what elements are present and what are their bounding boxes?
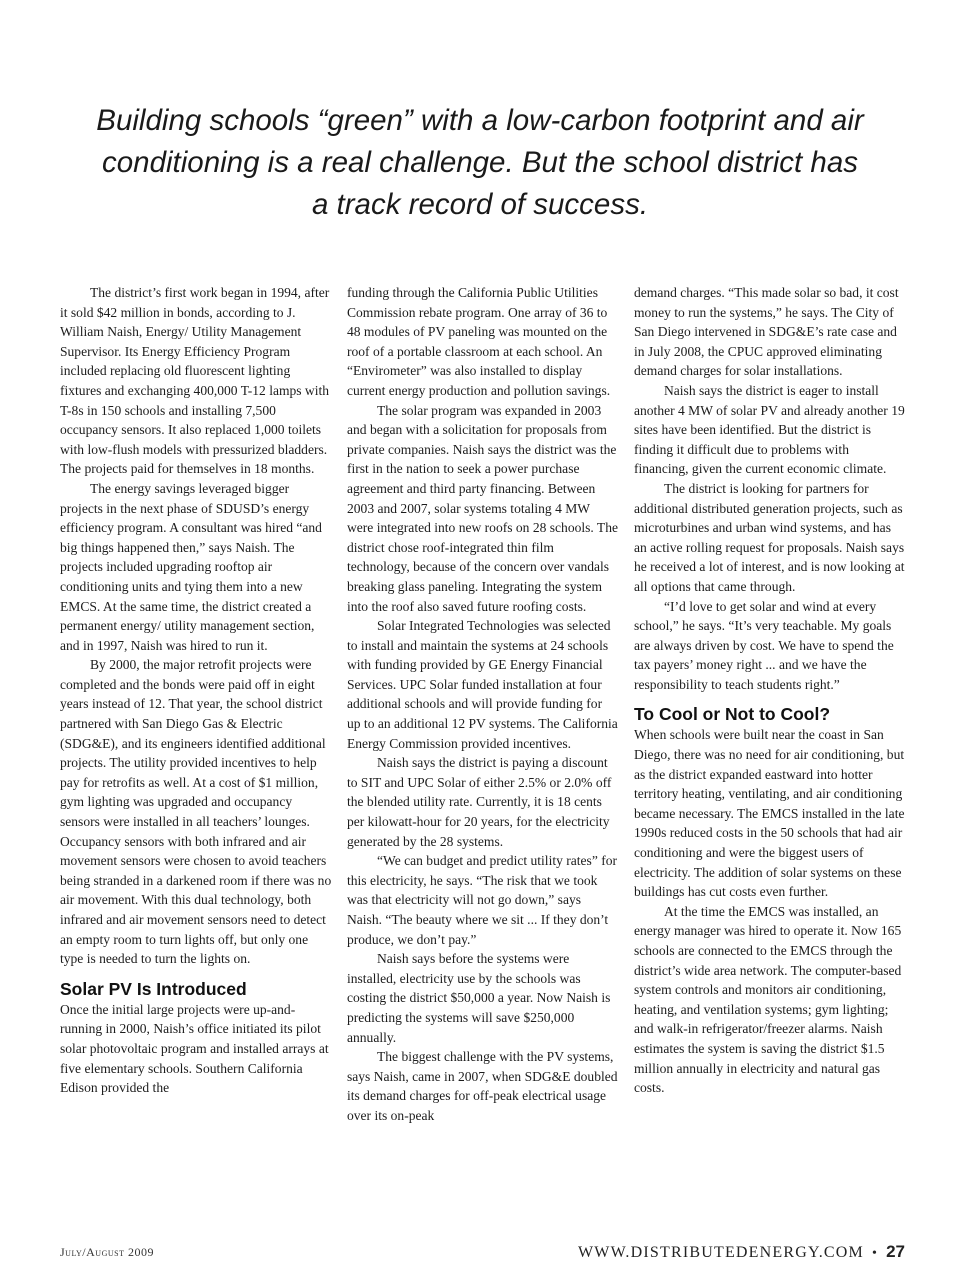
article-column-1: [60, 283, 332, 1098]
paragraph: Naish says the district is paying a discount to SIT and UPC Solar of either 2.5% or 2.0% off the blended utility rate. Currently, it is 18 cents per kilowatt-hour for 20 years, for the electricity generated by the 28 systems.: [347, 755, 612, 849]
section-heading-solar-pv: Solar PV Is Introduced: [60, 978, 247, 999]
paragraph: The district is looking for partners for additional distributed generation projects, such as microturbines and urban wind systems, and has an active rolling request for proposals. Naish says he received a lot of interest, and is now looking at all options that came through.: [634, 480, 905, 594]
paragraph: The biggest challenge with the PV systems, says Naish, came in 2007, when SDG&E doubled its demand charges for off-peak electrical usage over its on-peak: [347, 1049, 618, 1123]
paragraph: At the time the EMCS was installed, an energy manager was hired to operate it. Now 165 schools are connected to the EMCS through the district’s wide area network. The computer-based system controls and monitors air conditioning, heating, and ventilation systems; gym lighting; and walk-in refrigerator/freezer alarms. Naish estimates the system is saving the district $1.5 million annually in electricity and natural gas costs.: [634, 903, 902, 1096]
paragraph: Naish says the district is eager to install another 4 MW of solar PV and already another 19 sites have been identified. But the district is finding it difficult due to problems with financing, given the current economic climate.: [634, 382, 905, 477]
article-column-2: [347, 283, 619, 1126]
paragraph: When schools were built near the coast in San Diego, there was no need for air conditioning, but as the district expanded eastward into hotter territory heating, ventilating, and air conditioning became necessary. The EMCS installed in the late 1990s reduced costs in the 50 schools that had air conditioning and were the biggest users of electricity. The addition of solar systems on these buildings has cut costs even further.: [634, 727, 905, 900]
paragraph: Once the initial large projects were up-and-running in 2000, Naish’s office initiated its pilot solar photovoltaic program and installed arrays at five elementary schools. Southern California Edison provided the: [60, 1001, 329, 1096]
pull-quote-line: conditioning is a real challenge. But the school district has: [102, 146, 858, 179]
pull-quote-line: Building schools “green” with a low-carbon footprint and air: [96, 104, 864, 137]
article-column-3: [634, 283, 906, 1098]
bullet-separator: •: [871, 1246, 879, 1261]
paragraph: “We can budget and predict utility rates” for this electricity, he says. “The risk that we took was that electricity will not go down,” says Naish. “The beauty where we sit ... If they don’t produce, we don’t pay.”: [347, 853, 618, 947]
paragraph: funding through the California Public Utilities Commission rebate program. One array of 36 to 48 modules of PV paneling was mounted on the roof of a portable classroom at each school. An “Envirometer” was also installed to display current energy production and pollution savings.: [347, 285, 611, 398]
paragraph: By 2000, the major retrofit projects were completed and the bonds were paid off in eight years instead of 12. That year, the school district partnered with San Diego Gas & Electric (SDG&E), and its engineers identified additional projects. The utility provided incentives to help pay for retrofits as well. At a cost of $1 million, gym lighting was upgraded and occupancy sensors were installed in all teachers’ lounges. Occupancy sensors with both infrared and air movement sensors were chosen to avoid teachers being stranded in a darkened room if there was no air movement. With this dual technology, both infrared and air movement sensors need to detect an empty room to turn lights off, but only one type is needed to turn the lights on.: [60, 657, 332, 967]
paragraph: Solar Integrated Technologies was selected to install and maintain the systems at 24 schools with funding provided by GE Energy Financial Services. UPC Solar funded installation at four additional schools and will provide funding for up to an additional 12 PV systems. The California Energy Commission provided incentives.: [347, 618, 618, 751]
page-number: 27: [886, 1242, 905, 1261]
pull-quote-line: a track record of success.: [311, 188, 649, 221]
paragraph: demand charges. “This made solar so bad, it cost money to run the systems,” he says. The City of San Diego intervened in SDG&E’s rate case and in July 2008, the CPUC approved eliminating demand charges for solar installations.: [634, 285, 899, 379]
paragraph: The energy savings leveraged bigger projects in the next phase of SDUSD’s energy efficiency program. A consultant was hired “and big things happened then,” says Naish. The projects included upgrading rooftop air conditioning units and tying them into a new EMCS. At the same time, the district created a permanent energy/ utility management section, and in 1997, Naish was hired to run it.: [60, 480, 322, 653]
paragraph: “I’d love to get solar and wind at every school,” he says. “It’s very teachable. My goals are always driven by cost. We have to spend the tax payers’ money right ... and we have the responsibility to teach students right.”: [634, 598, 894, 692]
pull-quote: [60, 100, 900, 226]
paragraph: The district’s first work began in 1994, after it sold $42 million in bonds, according to J. William Naish, Energy/ Utility Management Supervisor. Its Energy Efficiency Program included replacing old fluorescent lighting fixtures and exchanging 400,000 T-12 lamps with T-8s in 150 schools and installing 7,500 occupancy sensors. It also replaced 1,000 toilets with low-flush models with pressurized bladders. The projects paid for themselves in 18 months.: [60, 285, 330, 477]
section-heading-to-cool: To Cool or Not to Cool?: [634, 704, 831, 725]
page-footer: [60, 1242, 905, 1264]
issue-date: July/August 2009: [60, 1245, 154, 1259]
paragraph: The solar program was expanded in 2003 and began with a solicitation for proposals from private companies. Naish says the district was the first in the nation to seek a power purchase agreement and third party financing. Between 2003 and 2007, solar systems totaling 4 MW were integrated into new roofs on 28 schools. The district chose roof-integrated thin film technology, because of the concern over vandals breaking glass paneling. Integrating the system into the roof also saved future roofing costs.: [347, 402, 618, 614]
footer-right: [578, 1242, 905, 1262]
paragraph: Naish says before the systems were installed, electricity use by the schools was costing the district $50,000 a year. Now Naish is predicting the systems will save $250,000 annually.: [347, 951, 611, 1045]
website-link[interactable]: WWW.DISTRIBUTEDENERGY.COM: [577, 1244, 864, 1261]
